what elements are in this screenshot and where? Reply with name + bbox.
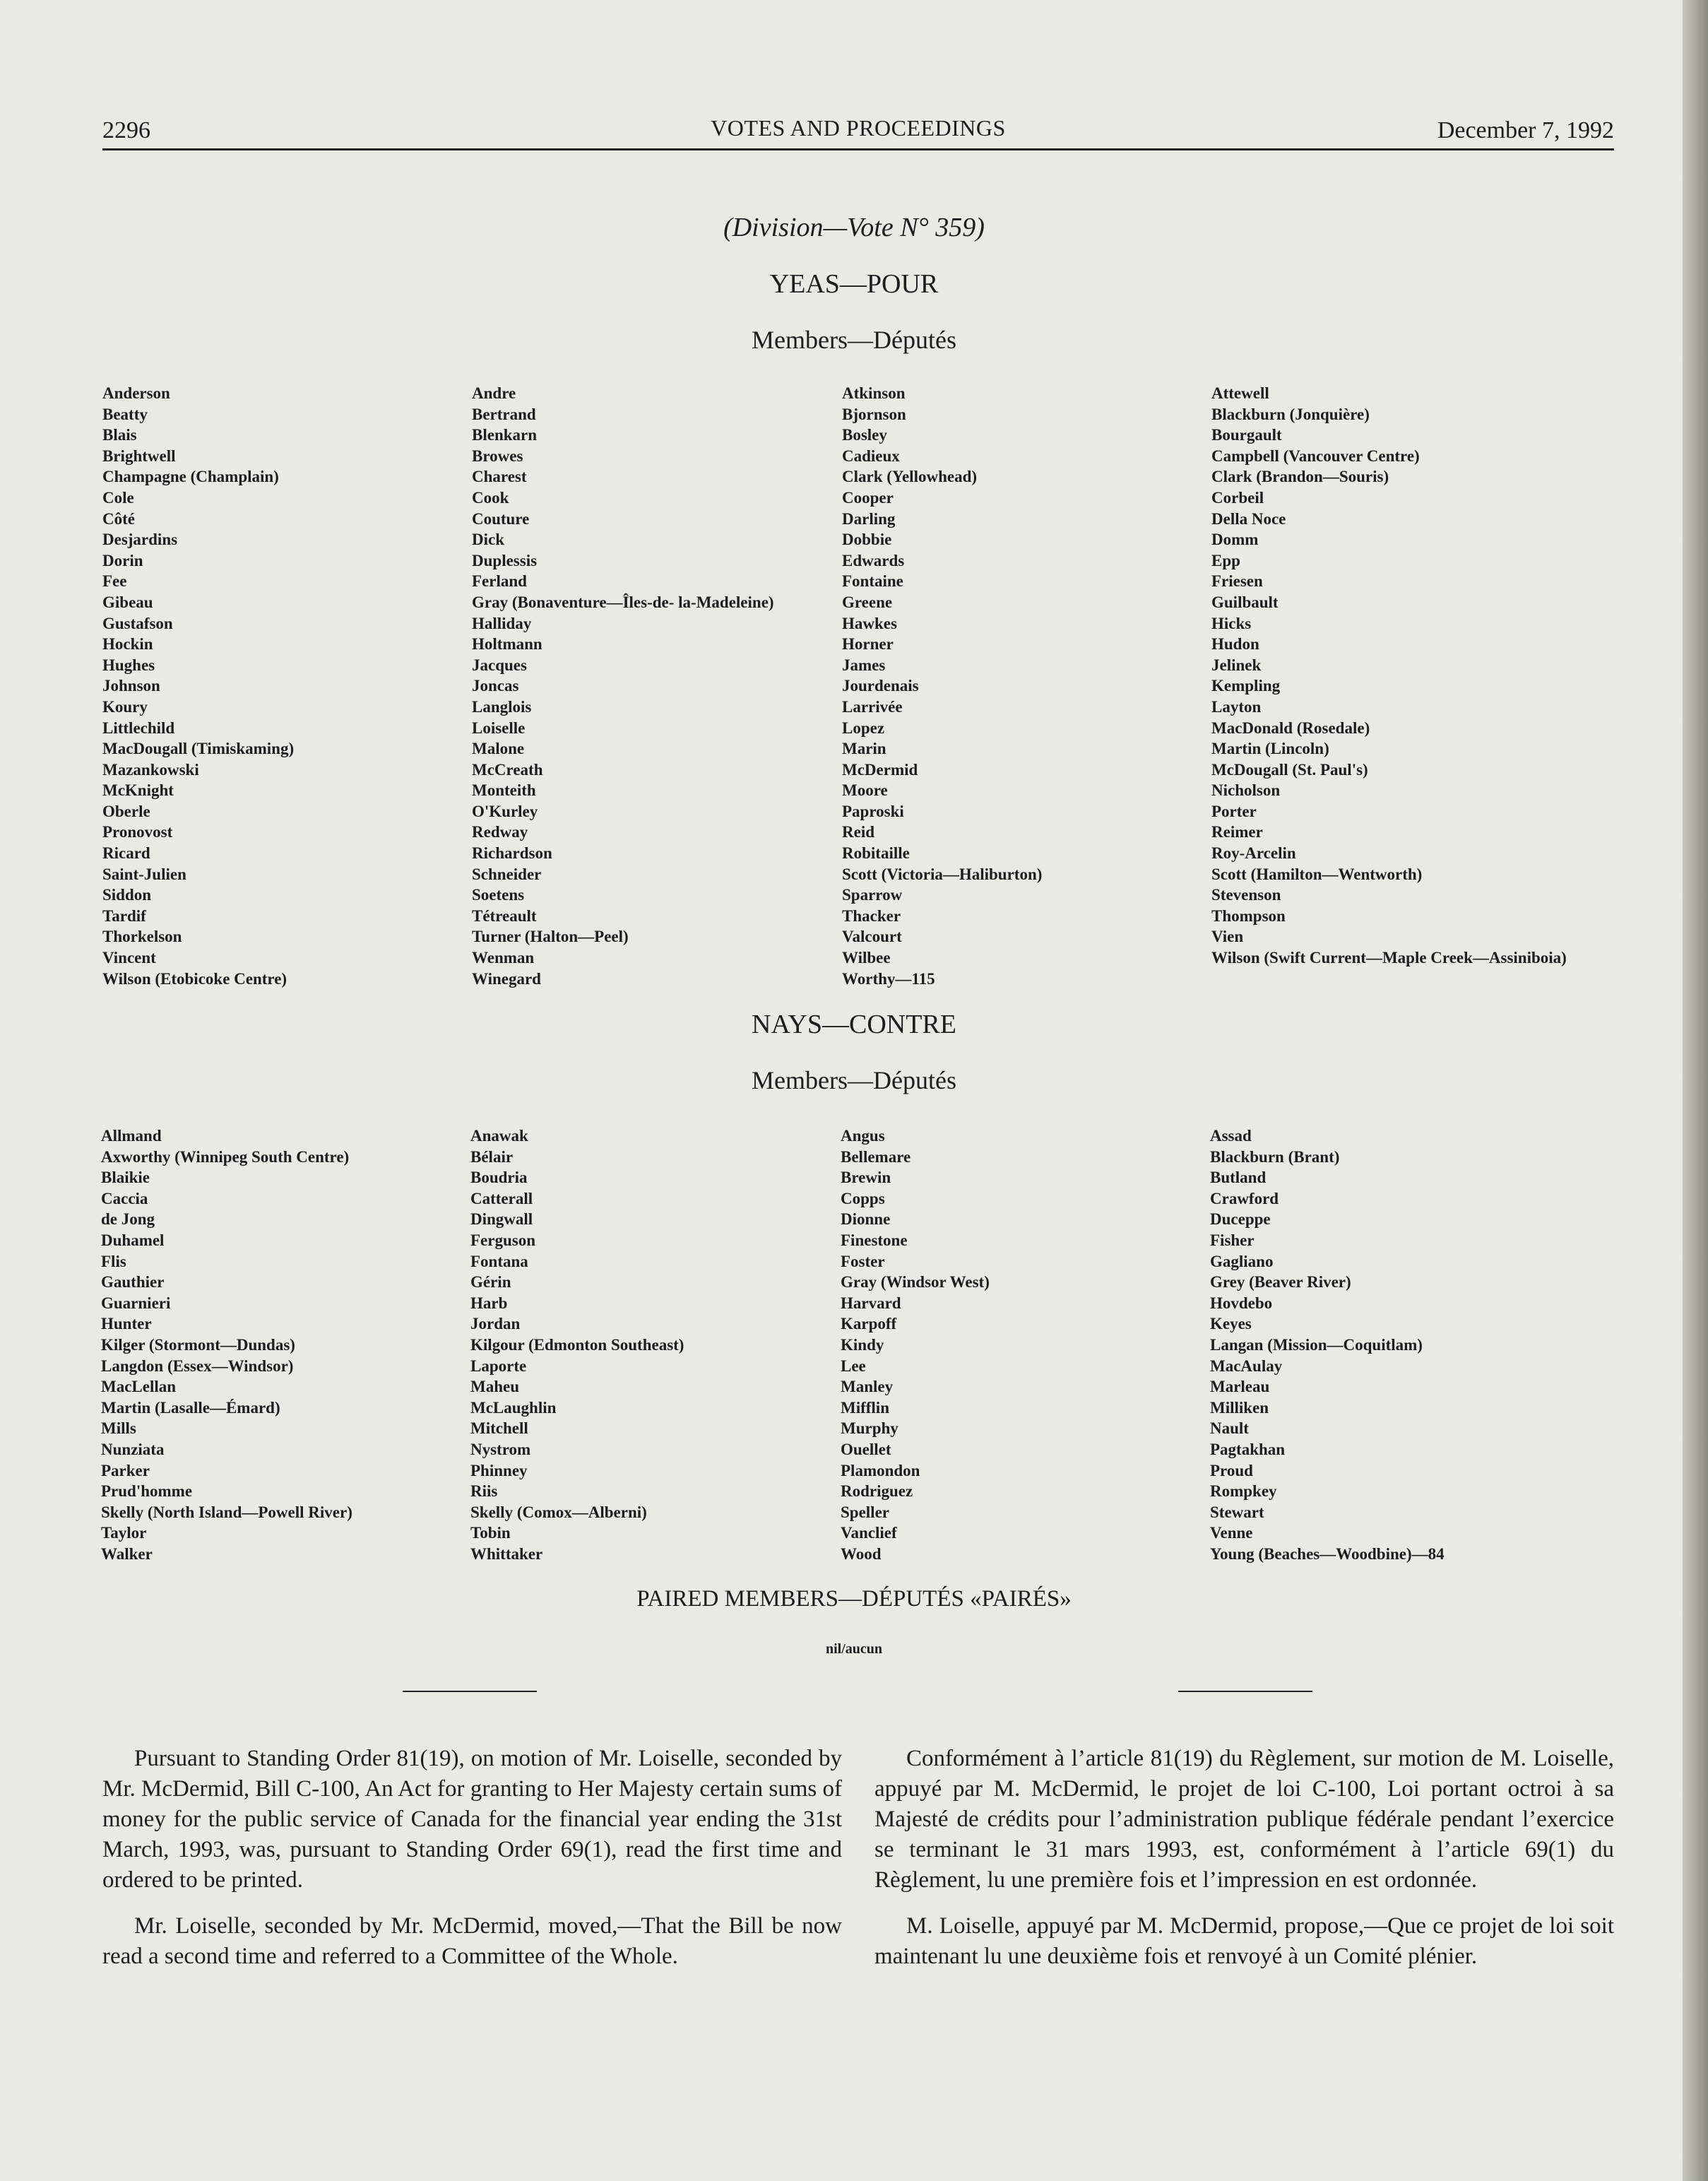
member-name: McCreath — [472, 760, 543, 779]
member-name: Joncas — [472, 677, 519, 695]
paired-heading: PAIRED MEMBERS—DÉPUTÉS «PAIRÉS» — [636, 1586, 1072, 1612]
member-name: Wood — [841, 1544, 882, 1563]
nays-heading: NAYS—CONTRE — [752, 1010, 956, 1039]
member-name: Skelly (Comox—Alberni) — [470, 1503, 647, 1521]
nays-column-3 — [841, 1125, 990, 1564]
member-name: Reimer — [1211, 823, 1263, 841]
member-name: Kilgour (Edmonton Southeast) — [470, 1335, 684, 1354]
member-name: Scott (Hamilton—Wentworth) — [1211, 865, 1423, 883]
member-name: Tétreault — [472, 906, 537, 925]
nays-column-1 — [101, 1125, 352, 1564]
member-name: Domm — [1211, 531, 1259, 549]
member-name: Ferland — [472, 572, 527, 591]
member-name: Allmand — [101, 1127, 162, 1145]
member-name: Milliken — [1210, 1398, 1269, 1417]
member-name: Caccia — [101, 1189, 148, 1207]
member-name: Murphy — [841, 1419, 899, 1438]
member-name: Ouellet — [841, 1440, 891, 1458]
member-name: Stevenson — [1211, 886, 1281, 904]
member-name: Phinney — [470, 1461, 528, 1479]
member-name: Gray (Bonaventure—Îles-de- la-Madeleine) — [472, 593, 774, 611]
member-name: Schneider — [472, 865, 542, 883]
yeas-heading: YEAS—POUR — [769, 269, 939, 299]
member-name: Anawak — [470, 1127, 528, 1145]
journal-title: VOTES AND PROCEEDINGS — [711, 115, 1006, 141]
member-name: Kilger (Stormont—Dundas) — [101, 1335, 295, 1354]
member-name: Brightwell — [102, 447, 176, 465]
member-name: Harvard — [841, 1294, 901, 1312]
member-name: Moore — [842, 781, 888, 800]
member-name: de Jong — [101, 1210, 155, 1229]
member-name: McKnight — [102, 781, 174, 800]
member-name: Ferguson — [470, 1231, 535, 1249]
member-name: McDougall (St. Paul's) — [1211, 760, 1368, 779]
member-name: Della Noce — [1211, 509, 1286, 528]
member-name: Hughes — [102, 656, 155, 674]
member-name: MacLellan — [101, 1378, 177, 1396]
member-name: Laporte — [470, 1357, 527, 1375]
member-name: Thacker — [842, 906, 901, 925]
member-name: Duhamel — [101, 1231, 165, 1249]
member-name: Boudria — [470, 1169, 528, 1187]
member-name: MacAulay — [1210, 1357, 1283, 1375]
french-text — [874, 1744, 1614, 1987]
member-name: Winegard — [472, 969, 541, 988]
member-name: Valcourt — [842, 928, 902, 946]
member-name: Rodriguez — [841, 1482, 913, 1501]
member-name: Gérin — [470, 1273, 511, 1292]
member-name: Rompkey — [1210, 1482, 1277, 1501]
member-name: Epp — [1211, 551, 1240, 569]
member-name: Jelinek — [1211, 656, 1262, 674]
member-name: Soetens — [472, 886, 525, 904]
member-name: Darling — [842, 509, 896, 528]
member-name: Clark (Yellowhead) — [842, 468, 978, 486]
member-name: Blenkarn — [472, 426, 538, 444]
member-name: Scott (Victoria—Haliburton) — [842, 865, 1043, 883]
member-name: Saint-Julien — [102, 865, 186, 883]
member-name: Taylor — [101, 1524, 147, 1542]
member-name: Bosley — [842, 426, 887, 444]
member-name: Hunter — [101, 1315, 152, 1333]
member-name: Venne — [1210, 1524, 1253, 1542]
member-name: Wilbee — [842, 949, 891, 967]
member-name: Marleau — [1210, 1378, 1270, 1396]
divider-right — [1178, 1691, 1312, 1692]
member-name: Foster — [841, 1252, 885, 1270]
member-name: Bourgault — [1211, 426, 1282, 444]
member-name: Reid — [842, 823, 874, 841]
divider-left — [403, 1691, 537, 1692]
member-name: Vien — [1211, 928, 1244, 946]
french-paragraph-2: M. Loiselle, appuyé par M. McDermid, propose,—Que ce projet de loi soit maintenant lu une deuxième fois et renvoyé à un Comité plénier. — [874, 1913, 1614, 1969]
member-name: Attewell — [1211, 384, 1269, 402]
member-name: Lopez — [842, 719, 885, 737]
member-name: Gray (Windsor West) — [841, 1273, 990, 1292]
member-name: Oberle — [102, 802, 150, 820]
english-text — [102, 1744, 842, 1987]
member-name: Gauthier — [101, 1273, 165, 1292]
member-name: Kempling — [1211, 677, 1281, 695]
member-name: Côté — [102, 509, 135, 528]
member-name: Parker — [101, 1461, 150, 1479]
member-name: Copps — [841, 1189, 885, 1207]
member-name: Mitchell — [470, 1419, 528, 1438]
member-name: Langdon (Essex—Windsor) — [101, 1357, 294, 1375]
member-name: Axworthy (Winnipeg South Centre) — [101, 1147, 350, 1166]
member-name: Dorin — [102, 551, 143, 569]
member-name: Richardson — [472, 844, 552, 863]
member-name: Finestone — [841, 1231, 908, 1249]
member-name: McDermid — [842, 760, 918, 779]
member-name: Mifflin — [841, 1398, 889, 1417]
member-name: Hudon — [1211, 635, 1259, 654]
english-paragraph-2: Mr. Loiselle, seconded by Mr. McDermid, moved,—That the Bill be now read a second time and referred to a Committee of the Whole. — [102, 1913, 842, 1969]
page-header — [102, 110, 1614, 150]
member-name: Thompson — [1211, 906, 1286, 925]
member-name: Bélair — [470, 1147, 514, 1166]
member-name: Littlechild — [102, 719, 175, 737]
member-name: Bellemare — [841, 1147, 911, 1166]
member-name: Jacques — [472, 656, 527, 674]
member-name: Pagtakhan — [1210, 1440, 1286, 1458]
member-name: Stewart — [1210, 1503, 1264, 1521]
member-name: Gagliano — [1210, 1252, 1274, 1270]
member-name: Hicks — [1211, 614, 1252, 632]
member-name: Lee — [841, 1357, 866, 1375]
member-name: Horner — [842, 635, 894, 654]
member-name: Jordan — [470, 1315, 521, 1333]
member-name: Tardif — [102, 906, 146, 925]
member-name: Manley — [841, 1378, 894, 1396]
member-name: Crawford — [1210, 1189, 1279, 1207]
member-name: Ricard — [102, 844, 150, 863]
member-name: Atkinson — [842, 384, 906, 402]
member-name: O'Kurley — [472, 802, 538, 820]
member-name: Tobin — [470, 1524, 511, 1542]
member-name: Marin — [842, 740, 886, 758]
paired-none: nil/aucun — [825, 1641, 883, 1657]
member-name: Nault — [1210, 1419, 1249, 1438]
member-name: Nystrom — [470, 1440, 531, 1458]
member-name: Clark (Brandon—Souris) — [1211, 468, 1389, 486]
member-name: Flis — [101, 1252, 126, 1270]
member-name: Porter — [1211, 802, 1257, 820]
member-name: Friesen — [1211, 572, 1263, 591]
member-name: Dingwall — [470, 1210, 533, 1229]
member-name: Fisher — [1210, 1231, 1255, 1249]
french-paragraph-1: Conformément à l’article 81(19) du Règlement, sur motion de M. Loiselle, appuyé par M. McDermid, le projet de loi C-100, Loi portant octroi à sa Majesté de crédits pour l’administration publique fédérale pendant l’exercice se terminant le 31 mars 1993, est, conformément à l’article 69(1) du Règlement, lu une première fois et l’impression en est ordonnée. — [874, 1746, 1614, 1893]
member-name: Turner (Halton—Peel) — [472, 928, 629, 946]
member-name: Vanclief — [841, 1524, 897, 1542]
page-date: December 7, 1992 — [1437, 117, 1614, 143]
member-name: Cadieux — [842, 447, 900, 465]
member-name: Koury — [102, 697, 148, 716]
member-name: Wenman — [472, 949, 535, 967]
member-name: Guarnieri — [101, 1294, 171, 1312]
member-name: Campbell (Vancouver Centre) — [1211, 447, 1420, 465]
member-name: Cooper — [842, 488, 894, 507]
member-name: MacDougall (Timiskaming) — [102, 740, 295, 758]
member-name: Riis — [470, 1482, 498, 1501]
member-name: Anderson — [102, 384, 170, 402]
member-name: Beatty — [102, 405, 148, 423]
member-name: Cook — [472, 488, 509, 507]
member-name: Proud — [1210, 1461, 1253, 1479]
member-name: Blackburn (Brant) — [1210, 1147, 1340, 1166]
yeas-column-1 — [102, 383, 294, 989]
member-name: Karpoff — [841, 1315, 897, 1333]
member-name: Bertrand — [472, 405, 536, 423]
member-name: Robitaille — [842, 844, 910, 863]
member-name: Siddon — [102, 886, 152, 904]
member-name: Assad — [1210, 1127, 1252, 1145]
member-name: Blaikie — [101, 1169, 150, 1187]
member-name: McLaughlin — [470, 1398, 557, 1417]
member-name: Dobbie — [842, 531, 892, 549]
member-name: Blais — [102, 426, 137, 444]
member-name: Desjardins — [102, 531, 178, 549]
member-name: Plamondon — [841, 1461, 920, 1479]
member-name: Gustafson — [102, 614, 173, 632]
member-name: Larrivée — [842, 697, 903, 716]
member-name: Paproski — [842, 802, 904, 820]
member-name: Corbeil — [1211, 488, 1264, 507]
member-name: Charest — [472, 468, 527, 486]
member-name: Greene — [842, 593, 893, 611]
member-name: Dick — [472, 531, 504, 549]
member-name: Edwards — [842, 551, 905, 569]
member-name: Roy-Arcelin — [1211, 844, 1296, 863]
member-name: Whittaker — [470, 1544, 543, 1563]
member-name: Vincent — [102, 949, 156, 967]
member-name: Walker — [101, 1544, 153, 1563]
member-name: Prud'homme — [101, 1482, 193, 1501]
member-name: Hovdebo — [1210, 1294, 1273, 1312]
member-name: Young (Beaches—Woodbine)—84 — [1210, 1544, 1445, 1563]
member-name: Catterall — [470, 1189, 533, 1207]
member-name: Dionne — [841, 1210, 891, 1229]
member-name: Halliday — [472, 614, 532, 632]
member-name: Martin (Lasalle—Émard) — [101, 1398, 280, 1417]
member-name: Grey (Beaver River) — [1210, 1273, 1351, 1292]
member-name: Fee — [102, 572, 127, 591]
member-name: Nunziata — [101, 1440, 165, 1458]
member-name: Andre — [472, 384, 516, 402]
member-name: Browes — [472, 447, 523, 465]
member-name: Hockin — [102, 635, 153, 654]
member-name: Thorkelson — [102, 928, 182, 946]
yeas-column-3 — [842, 383, 1042, 989]
member-name: Gibeau — [102, 593, 153, 611]
english-paragraph-1: Pursuant to Standing Order 81(19), on motion of Mr. Loiselle, seconded by Mr. McDermid, Bill C-100, An Act for granting to Her Majesty certain sums of money for the public service of Canada for the financial year ending the 31st March, 1993, was, pursuant to Standing Order 69(1), read the first time and ordered to be printed. — [102, 1746, 842, 1893]
page-number: 2296 — [102, 117, 150, 143]
member-name: Langlois — [472, 697, 532, 716]
member-name: Speller — [841, 1503, 889, 1521]
member-name: Butland — [1210, 1169, 1267, 1187]
member-name: Couture — [472, 509, 530, 528]
member-name: Layton — [1211, 697, 1262, 716]
nays-members-heading: Members—Députés — [752, 1066, 956, 1094]
member-name: Kindy — [841, 1335, 884, 1354]
member-name: Malone — [472, 740, 525, 758]
member-name: Cole — [102, 488, 134, 507]
member-name: Keyes — [1210, 1315, 1252, 1333]
member-name: Loiselle — [472, 719, 526, 737]
member-name: Skelly (North Island—Powell River) — [101, 1503, 352, 1521]
member-name: Blackburn (Jonquière) — [1211, 405, 1370, 423]
member-name: Duplessis — [472, 551, 538, 569]
member-name: Martin (Lincoln) — [1211, 740, 1329, 758]
member-name: Nicholson — [1211, 781, 1281, 800]
member-name: James — [842, 656, 886, 674]
yeas-column-4 — [1211, 383, 1567, 969]
member-name: Mazankowski — [102, 760, 199, 779]
division-number: (Division—Vote N° 359) — [723, 213, 985, 242]
member-name: Worthy—115 — [842, 969, 935, 988]
member-name: Brewin — [841, 1169, 891, 1187]
member-name: Maheu — [470, 1378, 519, 1396]
member-name: Holtmann — [472, 635, 542, 654]
member-name: MacDonald (Rosedale) — [1211, 719, 1370, 737]
member-name: Monteith — [472, 781, 536, 800]
member-name: Bjornson — [842, 405, 906, 423]
member-name: Sparrow — [842, 886, 903, 904]
member-name: Angus — [841, 1127, 885, 1145]
member-name: Redway — [472, 823, 528, 841]
member-name: Wilson (Etobicoke Centre) — [102, 969, 287, 988]
member-name: Johnson — [102, 677, 160, 695]
member-name: Langan (Mission—Coquitlam) — [1210, 1335, 1423, 1354]
member-name: Guilbault — [1211, 593, 1279, 611]
nays-column-4 — [1210, 1125, 1445, 1564]
yeas-column-2 — [472, 383, 774, 989]
member-name: Harb — [470, 1294, 508, 1312]
member-name: Hawkes — [842, 614, 897, 632]
member-name: Wilson (Swift Current—Maple Creek—Assiniboia) — [1211, 949, 1567, 967]
member-name: Champagne (Champlain) — [102, 468, 279, 486]
member-name: Mills — [101, 1419, 136, 1438]
member-name: Fontaine — [842, 572, 903, 591]
nays-column-2 — [470, 1125, 684, 1564]
yeas-members-heading: Members—Députés — [752, 326, 956, 354]
member-name: Fontana — [470, 1252, 528, 1270]
member-name: Jourdenais — [842, 677, 919, 695]
member-name: Duceppe — [1210, 1210, 1271, 1229]
member-name: Pronovost — [102, 823, 173, 841]
